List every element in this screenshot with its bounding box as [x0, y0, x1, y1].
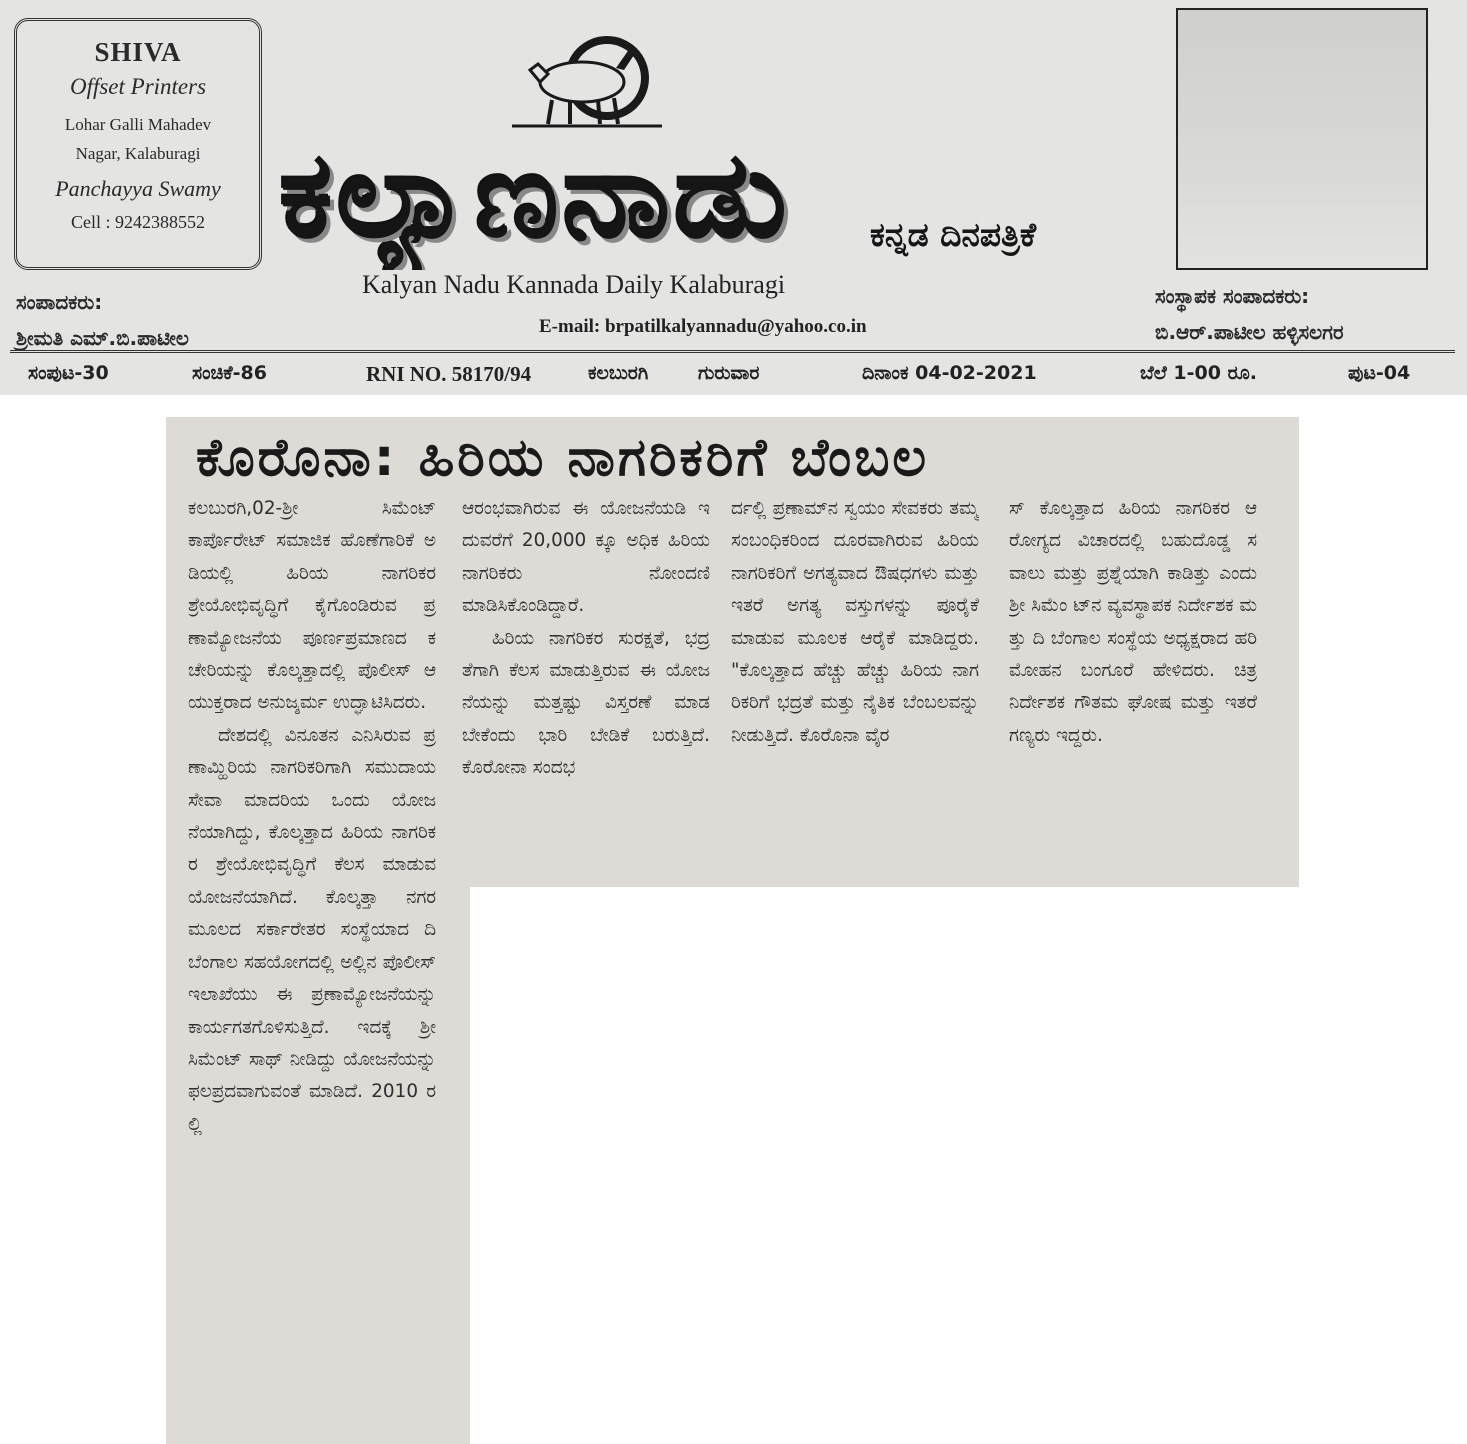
masthead-divider — [10, 350, 1455, 353]
issue-price: ಬೆಲೆ 1-00 ರೂ. — [1140, 362, 1257, 384]
ad-owner: Panchayya Swamy — [55, 176, 221, 201]
issue-number: ಸಂಚಿಕೆ-86 — [192, 362, 267, 384]
editor-credit — [16, 284, 189, 356]
article-paragraph: ಕಲಬುರಗಿ,02-ಶ್ರೀ ಸಿಮೆಂಟ್ ಕಾರ್ಪೊರೇಟ್ ಸಮಾಜಿಕ ಹೊಣೆಗಾರಿಕೆ ಅಡಿಯಲ್ಲಿ ಹಿರಿಯ ನಾಗರಿಕರ ಶ್ರೇಯೋಭಿವೃದ್ಧಿಗೆ ಕೈಗೊಂಡಿರುವ ಪ್ರಣಾಮ್ಯೋಜನೆಯ ಪೂರ್ಣಪ್ರಮಾಣದ ಕಚೇರಿಯನ್ನು ಕೊಲ್ಕತ್ತಾದಲ್ಲಿ ಪೊಲೀಸ್ ಆಯುಕ್ತರಾದ ಅನುಜ್ಶರ್ಮ ಉದ್ಘಾಟಿಸಿದರು. — [188, 498, 436, 714]
newspaper-tagline: ಕನ್ನಡ ದಿನಪತ್ರಿಕೆ — [870, 215, 1037, 254]
article-paragraph: ದೇಶದಲ್ಲಿ ವಿನೂತನ ಎನಿಸಿರುವ ಪ್ರಣಾಮ್ಹಿರಿಯ ನಾಗರಿಕರಿಗಾಗಿ ಸಮುದಾಯ ಸೇವಾ ಮಾದರಿಯ ಒಂದು ಯೋಜನೆಯಾಗಿದ್ದು, ಕೊಲ್ಕತ್ತಾದ ಹಿರಿಯ ನಾಗರಿಕರ ಶ್ರೇಯೋಭಿವೃದ್ಧಿಗೆ ಕೆಲಸ ಮಾಡುವ ಯೋಜನೆಯಾಗಿದೆ. ಕೊಲ್ಕತ್ತಾ ನಗರ ಮೂಲದ ಸರ್ಕಾರೇತರ ಸಂಸ್ಥೆಯಾದ ದಿ ಬೆಂಗಾಲ ಸಹಯೋಗದಲ್ಲಿ ಅಲ್ಲಿನ ಪೊಲೀಸ್ ಇಲಾಖೆಯು ಈ ಪ್ರಣಾಮ್ಯೋಜನೆಯನ್ನು ಕಾರ್ಯಗತಗೊಳಿಸುತ್ತಿದೆ. ಇದಕ್ಕೆ ಶ್ರೀ ಸಿಮೆಂಟ್ ಸಾಥ್ ನೀಡಿದ್ದು ಯೋಜನೆಯನ್ನು ಫಲಪ್ರದವಾಗುವಂತೆ ಮಾಡಿದೆ. 2010 ರಲ್ಲಿ — [188, 724, 436, 1135]
issue-info-bar — [0, 362, 1467, 392]
page-count: ಪುಟ-04 — [1348, 362, 1411, 384]
founder-name: ಬಿ.ಆರ್.ಪಾಟೀಲ ಹಳ್ಳಿಸಲಗರ — [1155, 320, 1344, 344]
article-paragraph: ಆರಂಭವಾಗಿರುವ ಈ ಯೋಜನೆಯಡಿ ಇದುವರೆಗೆ 20,000 ಕ್ಕೂ ಅಧಿಕ ಹಿರಿಯ ನಾಗರಿಕರು ನೋಂದಣಿ ಮಾಡಿಸಿಕೊಂಡಿದ್ದಾರೆ. — [462, 498, 710, 617]
newspaper-email: E-mail: brpatilkalyannadu@yahoo.co.in — [539, 316, 867, 337]
ad-address-line2: Nagar, Kalaburagi — [75, 144, 201, 163]
article-column-3 — [731, 493, 979, 888]
ad-address-line1: Lohar Galli Mahadev — [64, 115, 212, 134]
article-paragraph: ರ್ದಲ್ಲಿ ಪ್ರಣಾಮ್‌ನ ಸ್ವಯಂ ಸೇವಕರು ತಮ್ಮ ಸಂಬಂಧಿಕರಿಂದ ದೂರವಾಗಿರುವ ಹಿರಿಯ ನಾಗರಿಕರಿಗೆ ಅಗತ್ಯವಾದ ಔಷಧಗಳು ಮತ್ತು ಇತರೆ ಅಗತ್ಯ ವಸ್ತುಗಳನ್ನು ಪೂರೈಕೆ ಮಾಡುವ ಮೂಲಕ ಆರೈಕೆ ಮಾಡಿದ್ದರು. "ಕೊಲ್ಕತ್ತಾದ ಹೆಚ್ಚು ಹೆಚ್ಚು ಹಿರಿಯ ನಾಗರಿಕರಿಗೆ ಭದ್ರತೆ ಮತ್ತು ನೈತಿಕ ಬೆಂಬಲವನ್ನು ನೀಡುತ್ತಿದೆ. ಕೊರೊನಾ ವೈರ — [731, 498, 979, 746]
rni-number: RNI NO. 58170/94 — [366, 362, 532, 386]
editor-name: ಶ್ರೀಮತಿ ಎಮ್.ಬಿ.ಪಾಟೀಲ — [16, 326, 189, 350]
article-column-2 — [462, 493, 710, 888]
ad-phone: Cell : 9242388552 — [71, 212, 205, 232]
issue-date: ದಿನಾಂಕ 04-02-2021 — [862, 362, 1037, 384]
founder-label: ಸಂಸ್ಥಾಪಕ ಸಂಪಾದಕರು: — [1155, 284, 1310, 308]
article-paragraph: ಸ್ ಕೊಲ್ಕತ್ತಾದ ಹಿರಿಯ ನಾಗರಿಕರ ಆರೋಗ್ಯದ ವಿಚಾರದಲ್ಲಿ ಬಹುದೊಡ್ಡ ಸವಾಲು ಮತ್ತು ಪ್ರಶ್ನೆಯಾಗಿ ಕಾಡಿತ್ತು ಎಂದು ಶ್ರೀ ಸಿಮೆಂ ಟ್‌ನ ವ್ಯವಸ್ಥಾಪಕ ನಿರ್ದೇಶಕ ಮತ್ತು ದಿ ಬೆಂಗಾಲ ಸಂಸ್ಥೆಯ ಅಧ್ಯಕ್ಷರಾದ ಹರಿ ಮೋಹನ ಬಂಗೂರೆ ಹೇಳಿದರು. ಚಿತ್ರ ನಿರ್ದೇಶಕ ಗೌತಮ ಘೋಷ ಮತ್ತು ಇತರೆ ಗಣ್ಯರು ಇದ್ದರು. — [1009, 498, 1257, 746]
founder-credit — [1155, 278, 1344, 350]
issue-city: ಕಲಬುರಗಿ — [588, 362, 649, 384]
ad-business-name: SHIVA — [94, 37, 182, 67]
newspaper-subtitle: Kalyan Nadu Kannada Daily Kalaburagi — [362, 270, 786, 299]
article-column-1 — [188, 493, 436, 1438]
article-paragraph: ಹಿರಿಯ ನಾಗರಿಕರ ಸುರಕ್ಷತೆ, ಭದ್ರತೆಗಾಗಿ ಕೆಲಸ ಮಾಡುತ್ತಿರುವ ಈ ಯೋಜನೆಯನ್ನು ಮತ್ತಷ್ಟು ವಿಸ್ತರಣೆ ಮಾಡಬೇಕೆಂದು ಭಾರಿ ಬೇಡಿಕೆ ಬರುತ್ತಿದೆ. ಕೊರೋನಾ ಸಂದಭ — [462, 627, 710, 779]
article-headline: ಕೊರೊನಾ: ಹಿರಿಯ ನಾಗರಿಕರಿಗೆ ಬೆಂಬಲ — [196, 428, 930, 488]
founder-photo — [1176, 8, 1428, 270]
editor-label: ಸಂಪಾದಕರು: — [16, 290, 103, 314]
volume-number: ಸಂಪುಟ-30 — [28, 362, 109, 384]
bull-emblem-icon — [512, 30, 662, 130]
ad-service: Offset Printers — [69, 74, 207, 99]
newspaper-masthead — [0, 0, 1467, 395]
article-column-4 — [1009, 493, 1257, 888]
blank-area — [470, 887, 1467, 1444]
newspaper-title: ಕಲ್ಯಾಣನಾಡು — [280, 126, 792, 264]
issue-day: ಗುರುವಾರ — [698, 362, 760, 384]
printer-advertisement — [14, 18, 262, 270]
